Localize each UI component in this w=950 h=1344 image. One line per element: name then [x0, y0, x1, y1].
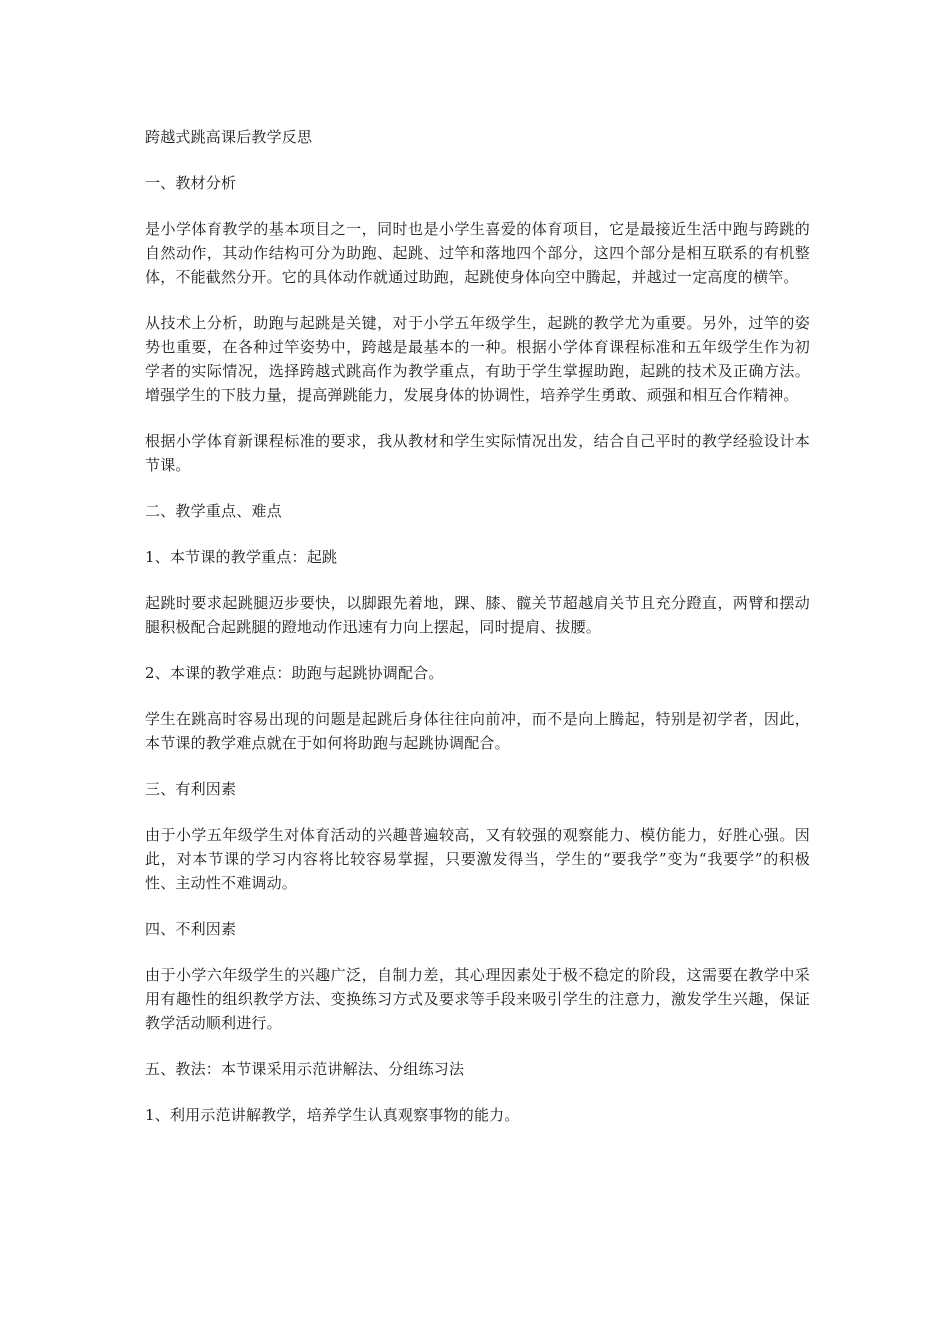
paragraph: 由于小学六年级学生的兴趣广泛，自制力差，其心理因素处于极不稳定的阶段，这需要在教学中采用有趣性的组织教学方法、变换练习方式及要求等手段来吸引学生的注意力，激发学生兴趣，保证教学活动顺利进行。 [145, 966, 810, 1032]
subheading-method-1: 1、利用示范讲解教学，培养学生认真观察事物的能力。 [145, 1106, 520, 1124]
paragraph: 起跳时要求起跳腿迈步要快，以脚跟先着地，踝、膝、髋关节超越肩关节且充分蹬直，两臂和摆动腿积极配合起跳腿的蹬地动作迅速有力向上摆起，同时提肩、拔腰。 [145, 594, 810, 636]
paragraph: 从技术上分析，助跑与起跳是关键，对于小学五年级学生，起跳的教学尤为重要。另外，过竿的姿势也重要，在各种过竿姿势中，跨越是最基本的一种。根据小学体育课程标准和五年级学生作为初学者的实际情况，选择跨越式跳高作为教学重点，有助于学生掌握助跑，起跳的技术及正确方法。增强学生的下肢力量，提高弹跳能力，发展身体的协调性，培养学生勇敢、顽强和相互合作精神。 [145, 314, 810, 404]
section-heading-teaching-methods: 五、教法：本节课采用示范讲解法、分组练习法 [145, 1060, 465, 1078]
paragraph: 学生在跳高时容易出现的问题是起跳后身体往往向前冲，而不是向上腾起，特别是初学者，因此，本节课的教学难点就在于如何将助跑与起跳协调配合。 [145, 710, 810, 752]
section-heading-favorable-factors: 三、有利因素 [145, 780, 237, 798]
paragraph: 根据小学体育新课程标准的要求，我从教材和学生实际情况出发，结合自己平时的教学经验设计本节课。 [145, 432, 810, 474]
section-heading-textbook-analysis: 一、教材分析 [145, 174, 237, 192]
document-page [145, 125, 810, 1149]
paragraph: 由于小学五年级学生对体育活动的兴趣普遍较高，又有较强的观察能力、模仿能力，好胜心强。因此，对本节课的学习内容将比较容易掌握，只要激发得当，学生的“要我学”变为“我要学”的积极性、主动性不难调动。 [145, 826, 810, 892]
subheading-difficulty: 2、本课的教学难点：助跑与起跳协调配合。 [145, 664, 444, 682]
subheading-key-point: 1、本节课的教学重点：起跳 [145, 548, 338, 566]
section-heading-key-points: 二、教学重点、难点 [145, 502, 282, 520]
paragraph: 是小学体育教学的基本项目之一，同时也是小学生喜爱的体育项目，它是最接近生活中跑与跨跳的自然动作，其动作结构可分为助跑、起跳、过竿和落地四个部分，这四个部分是相互联系的有机整体，不能截然分开。它的具体动作就通过助跑，起跳使身体向空中腾起，并越过一定高度的横竿。 [145, 220, 810, 286]
document-title: 跨越式跳高课后教学反思 [145, 128, 313, 146]
section-heading-unfavorable-factors: 四、不利因素 [145, 920, 237, 938]
